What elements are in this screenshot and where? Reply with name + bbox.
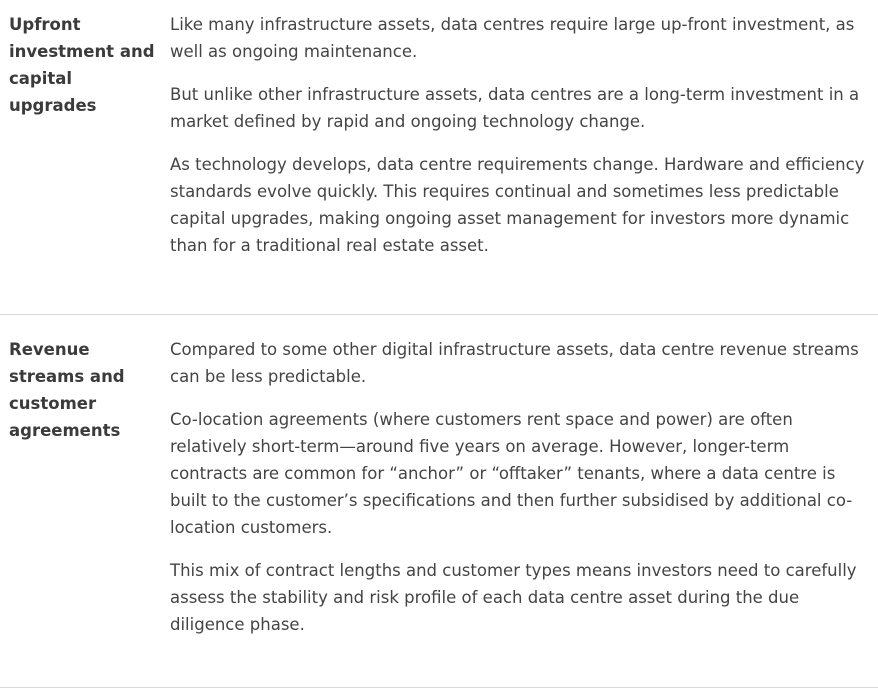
section-heading: Upfront investment and capital upgrades bbox=[9, 15, 155, 115]
section-body bbox=[170, 11, 870, 275]
section-heading: Revenue streams and customer agreements bbox=[9, 340, 125, 440]
section-paragraph: But unlike other infrastructure assets, data centres are a long-term investment in a market defined by rapid and ongoing technology change. bbox=[170, 85, 860, 131]
section-paragraph: Like many infrastructure assets, data centres require large up-front investment, as well as ongoing maintenance. bbox=[170, 15, 855, 61]
section-body bbox=[170, 336, 870, 654]
section-paragraph: Co-location agreements (where customers rent space and power) are often relatively short-term—around five years on average. However, longer-term contracts are common for “anchor” or “offtaker” tenants, where a data centre is built to the customer’s specifications and then further subsidised by additional co-location customers. bbox=[170, 410, 853, 537]
section-row bbox=[0, 315, 878, 688]
section-paragraph: Compared to some other digital infrastructure assets, data centre revenue streams can be less predictable. bbox=[170, 340, 859, 386]
section-row bbox=[0, 0, 878, 315]
section-paragraph: As technology develops, data centre requirements change. Hardware and efficiency standards evolve quickly. This requires continual and sometimes less predictable capital upgrades, making ongoing asset management for investors more dynamic than for a traditional real estate asset. bbox=[170, 155, 865, 255]
section-paragraph: This mix of contract lengths and customer types means investors need to carefully assess the stability and risk profile of each data centre asset during the due diligence phase. bbox=[170, 561, 857, 634]
